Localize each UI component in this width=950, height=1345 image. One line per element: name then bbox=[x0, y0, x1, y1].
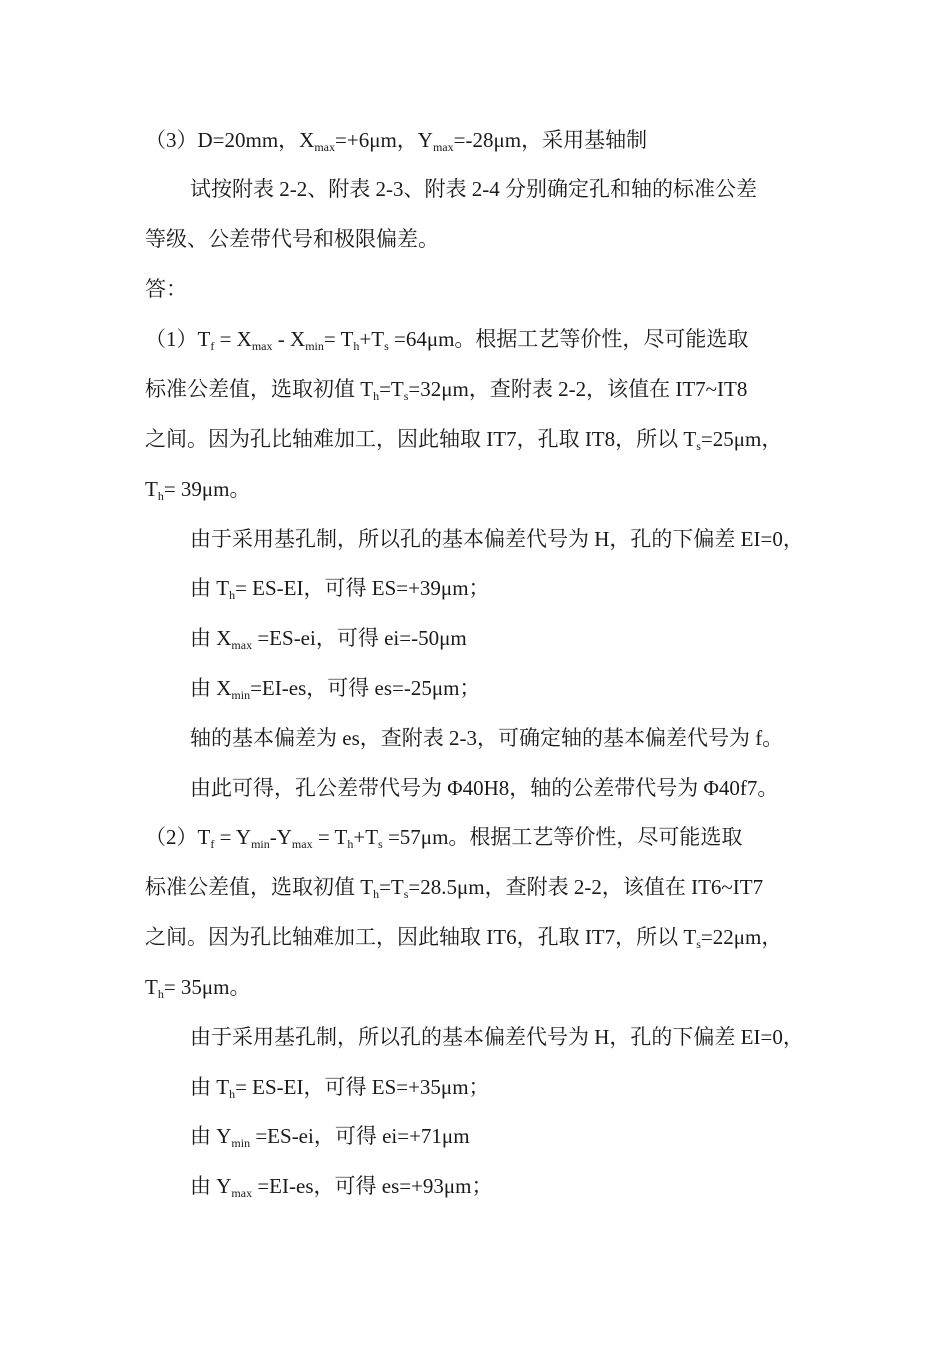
text-run: （1）T bbox=[145, 327, 211, 351]
text-run: 由 Y bbox=[190, 1174, 232, 1198]
text-run: =57μm。根据工艺等价性，尽可能选取 bbox=[382, 825, 743, 849]
subscript: s bbox=[378, 837, 383, 851]
subscript: max bbox=[231, 1186, 253, 1200]
text-run: =EI-es，可得 es=+93μm； bbox=[252, 1174, 493, 1198]
text-run: +T bbox=[359, 327, 385, 351]
part-1-step-3 bbox=[190, 623, 467, 653]
subscript: s bbox=[403, 887, 409, 901]
text-run: （2）T bbox=[145, 825, 211, 849]
text-run: = 35μm。 bbox=[163, 975, 251, 999]
subscript: s bbox=[696, 439, 701, 453]
subscript: max bbox=[231, 638, 253, 652]
instruction-line-2 bbox=[145, 224, 439, 254]
subscript: min bbox=[251, 837, 270, 851]
text-run: =25μm， bbox=[700, 427, 783, 451]
part-2-step-2 bbox=[190, 1072, 490, 1102]
text-run: -Y bbox=[269, 825, 292, 849]
subscript: min bbox=[231, 1136, 251, 1150]
text-run: =EI-es，可得 es=-25μm； bbox=[250, 676, 481, 700]
part-1-step-2 bbox=[190, 573, 490, 603]
text-run: =22μm， bbox=[700, 925, 783, 949]
text-run: 之间。因为孔比轴难加工，因此轴取 IT7，孔取 IT8，所以 T bbox=[145, 427, 697, 451]
part-1-step-5 bbox=[190, 723, 783, 753]
text-run: =64μm。根据工艺等价性，尽可能选取 bbox=[388, 327, 749, 351]
part-2-line-4 bbox=[145, 972, 251, 1002]
text-run: （3）D=20mm，X bbox=[145, 128, 315, 152]
subscript: min bbox=[305, 339, 324, 353]
subscript: s bbox=[384, 339, 389, 353]
text-run: 试按附表 2-2、附表 2-3、附表 2-4 分别确定孔和轴的标准公差 bbox=[190, 177, 757, 201]
text-run: =ES-ei，可得 ei=-50μm bbox=[252, 626, 467, 650]
subscript: h bbox=[157, 987, 164, 1001]
subscript: h bbox=[157, 489, 164, 503]
text-run: = ES-EI，可得 ES=+35μm； bbox=[235, 1075, 490, 1099]
text-run: =T bbox=[379, 875, 404, 899]
text-run: 由 T bbox=[190, 576, 230, 600]
part-2-step-1 bbox=[190, 1022, 804, 1052]
text-run: = X bbox=[214, 327, 252, 351]
text-run: - X bbox=[272, 327, 306, 351]
part-1-line-2 bbox=[145, 374, 747, 404]
subscript: s bbox=[403, 389, 409, 403]
text-run: =T bbox=[379, 377, 404, 401]
answer-label bbox=[145, 274, 187, 304]
subscript: f bbox=[210, 339, 215, 353]
subscript: min bbox=[231, 688, 251, 702]
text-run: 由于采用基孔制，所以孔的基本偏差代号为 H，孔的下偏差 EI=0， bbox=[190, 527, 804, 551]
subscript: max bbox=[314, 140, 336, 154]
text-run: 等级、公差带代号和极限偏差。 bbox=[145, 227, 439, 251]
text-run: = ES-EI，可得 ES=+39μm； bbox=[235, 576, 490, 600]
text-run: 由 X bbox=[190, 626, 232, 650]
text-run: 之间。因为孔比轴难加工，因此轴取 IT6，孔取 IT7，所以 T bbox=[145, 925, 697, 949]
part-1-line-1 bbox=[145, 324, 748, 354]
subscript: f bbox=[210, 837, 215, 851]
subscript: s bbox=[696, 937, 701, 951]
subscript: max bbox=[432, 140, 454, 154]
part-2-line-3 bbox=[145, 922, 782, 952]
subscript: h bbox=[373, 887, 380, 901]
text-run: +T bbox=[353, 825, 379, 849]
subscript: h bbox=[347, 837, 354, 851]
text-run: 由此可得，孔公差带代号为 Φ40H8，轴的公差带代号为 Φ40f7。 bbox=[190, 776, 779, 800]
problem-3-statement bbox=[145, 125, 647, 155]
text-run: =32μm，查附表 2-2，该值在 IT7~IT8 bbox=[408, 377, 748, 401]
part-2-line-1 bbox=[145, 822, 742, 852]
text-run: =+6μm，Y bbox=[335, 128, 433, 152]
text-run: 答： bbox=[145, 277, 187, 301]
subscript: max bbox=[291, 837, 313, 851]
text-run: 标准公差值，选取初值 T bbox=[145, 377, 374, 401]
part-1-line-4 bbox=[145, 474, 251, 504]
text-run: 由 T bbox=[190, 1075, 230, 1099]
part-1-line-3 bbox=[145, 424, 782, 454]
text-run: =-28μm，采用基轴制 bbox=[453, 128, 648, 152]
part-2-step-4 bbox=[190, 1171, 493, 1201]
subscript: h bbox=[229, 1087, 236, 1101]
subscript: h bbox=[353, 339, 360, 353]
text-run: = T bbox=[312, 825, 348, 849]
text-run: =ES-ei，可得 ei=+71μm bbox=[250, 1124, 470, 1148]
subscript: h bbox=[373, 389, 380, 403]
text-run: 轴的基本偏差为 es，查附表 2-3，可确定轴的基本偏差代号为 f。 bbox=[190, 726, 784, 750]
text-run: T bbox=[145, 477, 158, 501]
text-run: 标准公差值，选取初值 T bbox=[145, 875, 374, 899]
text-run: 由 X bbox=[190, 676, 232, 700]
text-run: = 39μm。 bbox=[163, 477, 251, 501]
text-run: T bbox=[145, 975, 158, 999]
part-2-line-2 bbox=[145, 872, 763, 902]
text-run: =28.5μm，查附表 2-2，该值在 IT6~IT7 bbox=[408, 875, 764, 899]
part-1-step-4 bbox=[190, 673, 480, 703]
text-run: = T bbox=[323, 327, 354, 351]
instruction-line-1 bbox=[190, 174, 757, 204]
subscript: h bbox=[229, 588, 236, 602]
part-1-step-1 bbox=[190, 524, 804, 554]
text-run: 由于采用基孔制，所以孔的基本偏差代号为 H，孔的下偏差 EI=0， bbox=[190, 1025, 804, 1049]
text-run: = Y bbox=[214, 825, 252, 849]
subscript: max bbox=[251, 339, 273, 353]
part-1-conclusion bbox=[190, 773, 778, 803]
part-2-step-3 bbox=[190, 1121, 470, 1151]
text-run: 由 Y bbox=[190, 1124, 232, 1148]
